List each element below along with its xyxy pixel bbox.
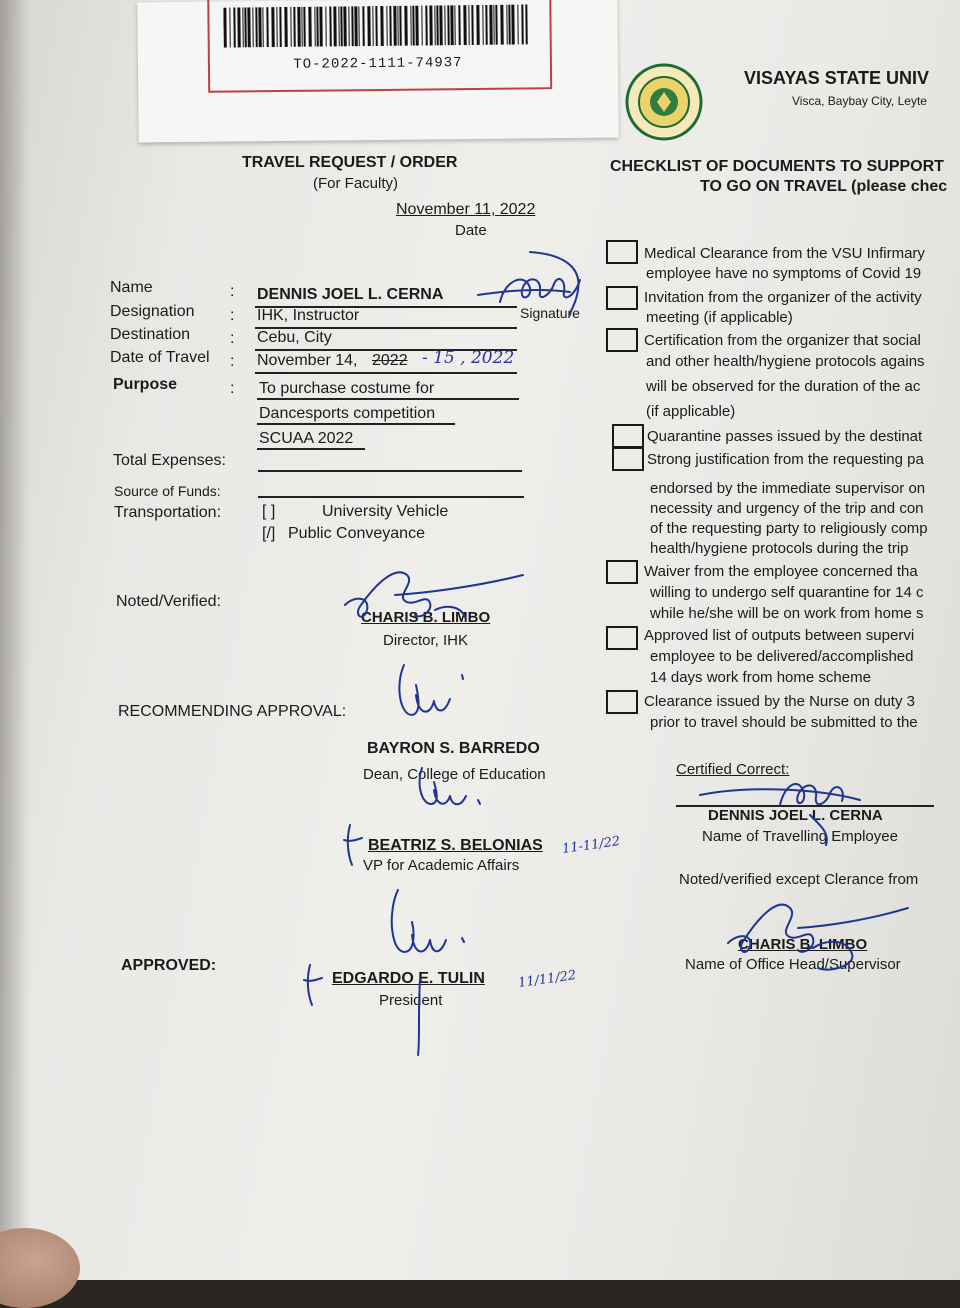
name-label: Name <box>110 279 153 296</box>
checklist-item-text: will be observed for the duration of the ac <box>646 378 921 395</box>
noted-except-label: Noted/verified except Clerance from <box>679 871 919 888</box>
cerna-signature <box>470 240 610 320</box>
barcode-bar <box>410 6 411 46</box>
barcode-bar <box>399 6 401 46</box>
barcode-bar <box>425 5 427 45</box>
barcode-bar <box>444 5 445 45</box>
belonias-initial <box>410 760 500 820</box>
barcode-bar <box>372 6 373 46</box>
approver-name: EDGARDO E. TULIN <box>332 970 485 987</box>
barcode-bar <box>447 5 449 45</box>
date-travel-line <box>255 372 517 374</box>
checklist-checkbox[interactable] <box>612 424 644 448</box>
checklist-item-text: meeting (if applicable) <box>646 309 793 326</box>
barcode-bar <box>319 7 322 47</box>
barcode-bar <box>485 5 487 45</box>
designation-value: IHK, Instructor <box>257 307 360 324</box>
barcode-bar <box>412 6 414 46</box>
checklist-item-text: employee have no symptoms of Covid 19 <box>646 265 922 282</box>
checklist-item-text: Invitation from the organizer of the activity <box>644 289 922 306</box>
checklist-item-text: necessity and urgency of the trip and con <box>650 500 924 517</box>
barcode-bar <box>290 7 291 47</box>
date-travel-handwritten: - 15 , 2022 <box>422 348 515 368</box>
recommender-2-name: BEATRIZ S. BELONIAS <box>368 837 543 854</box>
university-seal-icon <box>624 62 704 142</box>
barcode-bar <box>351 6 353 46</box>
option-university-vehicle: University Vehicle <box>322 503 449 520</box>
name-value: DENNIS JOEL L. CERNA <box>257 286 444 303</box>
option-public-conveyance: Public Conveyance <box>288 525 425 542</box>
page-shadow <box>0 0 30 1280</box>
barcode-bar <box>468 5 469 45</box>
tulin-for-mark <box>300 960 330 1010</box>
transportation-label: Transportation: <box>114 504 222 521</box>
checklist-title-1: CHECKLIST OF DOCUMENTS TO SUPPORT <box>610 158 944 175</box>
checklist-item-text: of the requesting party to religiously comp <box>650 520 928 537</box>
date-travel-struck: 2022 <box>372 352 408 369</box>
university-name: VISAYAS STATE UNIV <box>744 68 930 88</box>
barcode-bar <box>511 5 514 45</box>
checklist-checkbox[interactable] <box>606 626 638 650</box>
barcode-bar <box>266 7 268 47</box>
signature-label: Signature <box>520 305 580 321</box>
barcode-bar <box>521 4 523 44</box>
office-head-title: Name of Office Head/Supervisor <box>685 956 901 973</box>
barcode-bar <box>301 7 302 47</box>
barcode-bar <box>276 7 277 47</box>
university-address: Visca, Baybay City, Leyte <box>792 94 927 108</box>
barcode-bar <box>333 6 336 46</box>
barcode-bar <box>471 5 473 45</box>
barcode-bar <box>358 6 359 46</box>
date-label: Date <box>455 222 487 239</box>
barcode-bar <box>258 7 261 47</box>
checklist-item-text: employee to be delivered/accomplished <box>650 648 914 665</box>
colon: : <box>230 307 235 324</box>
checklist-item-text: endorsed by the immediate supervisor on <box>650 480 926 497</box>
checklist-item-text: willing to undergo self quarantine for 14 c <box>650 584 924 601</box>
purpose-line-3: SCUAA 2022 <box>259 430 354 447</box>
colon: : <box>230 330 235 347</box>
barcode-bar <box>244 7 246 47</box>
barcode-bar <box>489 5 492 45</box>
source-of-funds-line <box>258 496 524 498</box>
barcode-bar <box>450 5 453 45</box>
checklist-item-text: Approved list of outputs between supervi <box>644 627 915 644</box>
checklist-item-text: Certification from the organizer that social <box>644 332 921 349</box>
barcode-bar <box>397 6 398 46</box>
colon: : <box>230 353 235 370</box>
checklist-item-text: while he/she will be on work from home s <box>650 605 924 622</box>
barcode-bar <box>476 5 479 45</box>
designation-label: Designation <box>110 303 195 320</box>
date-travel-label: Date of Travel <box>110 349 210 366</box>
checklist-checkbox[interactable] <box>606 240 638 264</box>
purpose-line-1: To purchase costume for <box>259 380 435 397</box>
approver-title: President <box>379 992 443 1009</box>
barcode-bar <box>493 5 494 45</box>
request-date: November 11, 2022 <box>396 201 536 218</box>
checklist-checkbox[interactable] <box>612 447 644 471</box>
tracking-sticker <box>137 0 618 143</box>
checklist-item-text: Clearance issued by the Nurse on duty 3 <box>644 693 915 710</box>
colon: : <box>230 283 235 300</box>
barcode-bar <box>229 8 230 48</box>
checklist-title-2: TO GO ON TRAVEL (please chec <box>700 178 948 195</box>
barcode-bar <box>380 6 383 46</box>
recommender-2-date-note: 11-11/22 <box>561 834 622 857</box>
barcode-bar <box>439 5 442 45</box>
certifier-name: DENNIS JOEL L. CERNA <box>708 807 883 824</box>
barcode-bar <box>271 7 274 47</box>
barcode-bar <box>463 5 466 45</box>
barcode-bar <box>279 7 281 47</box>
noted-title: Director, IHK <box>383 632 469 649</box>
checklist-item-text: Medical Clearance from the VSU Infirmary <box>644 245 925 262</box>
barcode-bar <box>338 6 339 46</box>
barcode-bar <box>458 5 460 45</box>
checklist-item-text: (if applicable) <box>646 403 736 420</box>
colon: : <box>230 380 235 397</box>
barredo-initial <box>390 655 480 740</box>
barcode-bar <box>517 5 518 45</box>
barcode-bar <box>434 5 435 45</box>
checkbox-public-conveyance[interactable]: [/] <box>262 525 276 542</box>
barcode-bar <box>482 5 483 45</box>
total-expenses-line <box>258 470 522 472</box>
recommender-2-title: VP for Academic Affairs <box>363 857 520 874</box>
office-head-name: CHARIS B. LIMBO <box>738 936 868 953</box>
barcode-bar <box>303 7 305 47</box>
recommender-1-title: Dean, College of Education <box>363 766 546 783</box>
approved-label: APPROVED: <box>121 957 217 974</box>
noted-label: Noted/Verified: <box>116 593 221 610</box>
barcode-bar <box>284 7 287 47</box>
purpose-underline-1 <box>257 398 519 400</box>
date-travel-value: November 14, <box>257 352 358 369</box>
barcode-bar <box>262 7 263 47</box>
barcode-bar <box>386 6 387 46</box>
tracking-number: TO-2022-1111-74937 <box>293 55 463 73</box>
purpose-line-2: Dancesports competition <box>259 405 436 422</box>
checklist-checkbox[interactable] <box>606 328 638 352</box>
destination-value: Cebu, City <box>257 329 332 346</box>
checklist-item-text: 14 days work from home scheme <box>650 669 871 686</box>
certifier-title: Name of Travelling Employee <box>702 828 898 845</box>
recommender-1-name: BAYRON S. BARREDO <box>367 740 540 757</box>
office-head-signature <box>718 888 918 988</box>
barcode-bar <box>252 7 253 47</box>
barcode-bar <box>506 5 507 45</box>
barcode-bar <box>500 5 503 45</box>
barcode-bar <box>316 7 318 47</box>
barcode-bar <box>242 7 243 47</box>
barcode-bar <box>429 5 432 45</box>
barcode-bar <box>329 6 331 46</box>
belonias-for-mark <box>340 820 370 870</box>
cert-signature <box>690 755 940 850</box>
checklist-item-text: and other health/hygiene protocols agains <box>646 353 925 370</box>
barcode-bar <box>454 5 455 45</box>
total-expenses-label: Total Expenses: <box>113 452 226 469</box>
barcode-bar <box>495 5 497 45</box>
barcode-bar <box>404 6 407 46</box>
barcode-bar <box>525 4 527 44</box>
barcode-bar <box>389 6 391 46</box>
checklist-item-text: health/hygiene protocols during the trip <box>650 540 909 557</box>
form-title: TRAVEL REQUEST / ORDER <box>242 154 458 171</box>
barcode-bar <box>415 6 418 46</box>
checklist-item-text: prior to travel should be submitted to the <box>650 714 918 731</box>
barcode-bar <box>343 6 346 46</box>
checklist-item-text: Waiver from the employee concerned tha <box>644 563 918 580</box>
barcode-bar <box>233 7 235 47</box>
barcode-bar <box>297 7 300 47</box>
barcode-bar <box>362 6 364 46</box>
purpose-underline-2 <box>257 423 455 425</box>
certified-correct-label: Certified Correct: <box>676 761 790 778</box>
limbo-signature <box>335 555 535 645</box>
source-of-funds-label: Source of Funds: <box>114 483 221 499</box>
barcode-bar <box>348 6 349 46</box>
checklist-checkbox[interactable] <box>606 560 638 584</box>
barcode-bar <box>308 7 311 47</box>
barcode-bar <box>436 5 438 45</box>
checkbox-university-vehicle[interactable]: [ ] <box>262 503 276 520</box>
noted-name: CHARIS B. LIMBO <box>361 609 491 626</box>
barcode-bar <box>314 7 315 47</box>
recommending-label: RECOMMENDING APPROVAL: <box>118 703 347 720</box>
barcode-bar <box>247 7 250 47</box>
barcode-bar <box>293 7 295 47</box>
barcode-bar <box>375 6 377 46</box>
barcode-bar <box>508 5 510 45</box>
destination-label: Destination <box>110 326 191 343</box>
barcode-bar <box>393 6 396 46</box>
checklist-item-text: Strong justification from the requesting pa <box>647 451 924 468</box>
barcode-bar <box>354 6 357 46</box>
checklist-item-text: Quarantine passes issued by the destinat <box>647 428 923 445</box>
purpose-label: Purpose <box>113 376 178 393</box>
barcode-bar <box>255 7 257 47</box>
barcode-bar <box>421 6 422 46</box>
barcode-bar <box>340 6 342 46</box>
checklist-checkbox[interactable] <box>606 286 638 310</box>
barcode-bar <box>223 8 226 48</box>
barcode-bar <box>367 6 370 46</box>
approver-date-note: 11/11/22 <box>517 968 578 991</box>
barcode-bar <box>325 7 326 47</box>
purpose-underline-3 <box>257 448 365 450</box>
form-subtitle: (For Faculty) <box>313 175 399 192</box>
tulin-signature <box>380 880 490 1060</box>
checklist-checkbox[interactable] <box>606 690 638 714</box>
barcode-bar <box>237 7 240 47</box>
barcode <box>223 4 527 47</box>
